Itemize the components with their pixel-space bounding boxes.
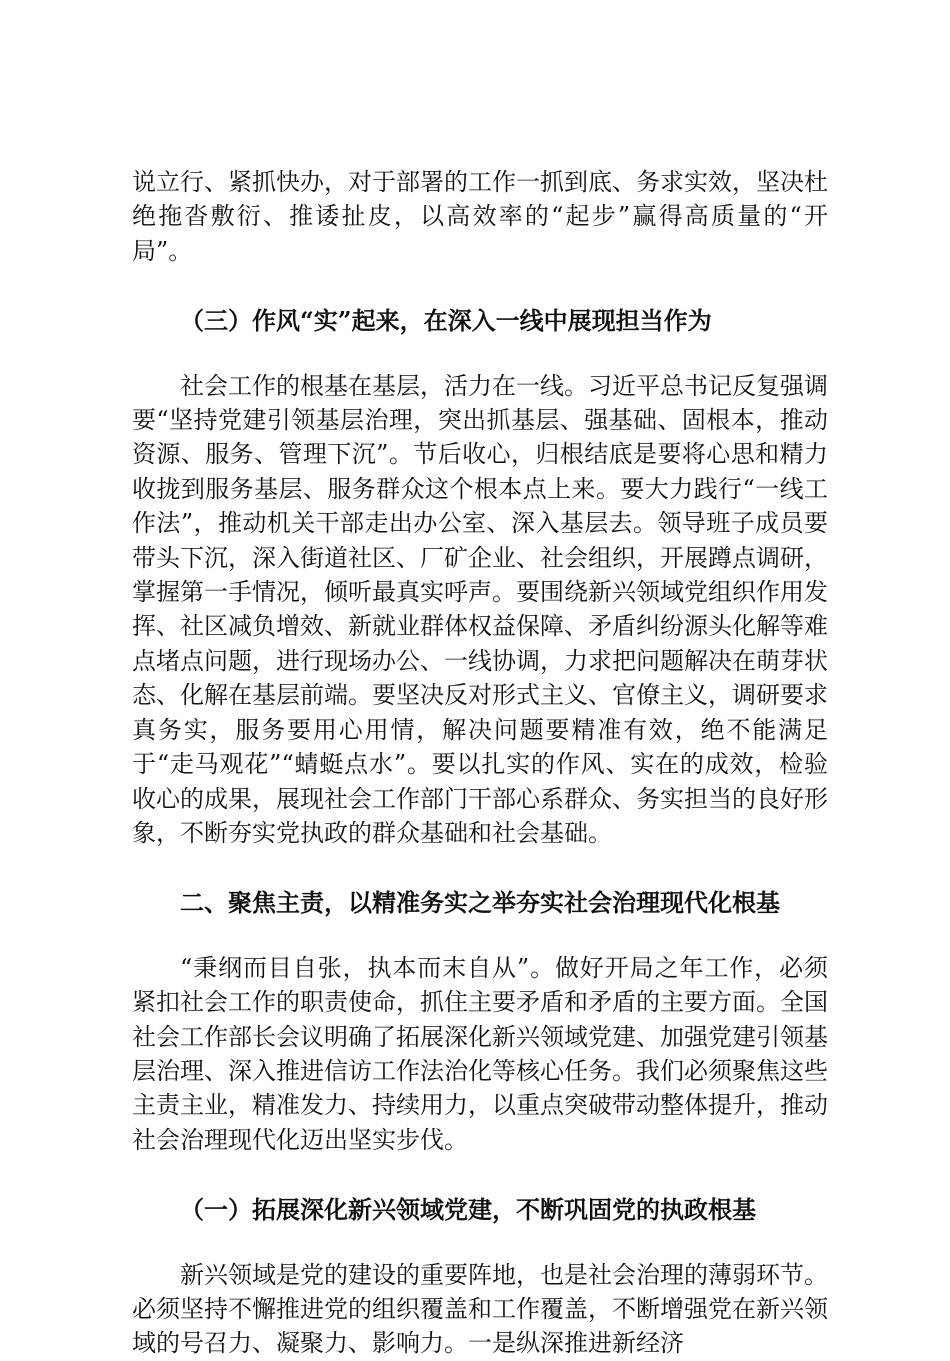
paragraph-main-duties: “秉纲而目自张，执本而末自从”。做好开局之年工作，必须紧扣社会工作的职责使命，抓住主要矛盾和矛盾的主要方面。全国社会工作部长会议明确了拓展深化新兴领域党建、加强党建引领基层治理、深入推进信访工作法治化等核心任务。我们必须聚焦这些主责主业，精准发力、持续用力，以重点突破带动整体提升，推动社会治理现代化迈出坚实步伐。 [132,953,828,1154]
section-heading-3: （三）作风“实”起来，在深入一线中展现担当作为 [180,306,712,336]
paragraph-continuation: 说立行、紧抓快办，对于部署的工作一抓到底、务求实效，坚决杜绝拖沓敷衍、推诿扯皮，以高效率的“起步”赢得高质量的“开局”。 [132,168,828,265]
document-page [132,165,828,1361]
chapter-heading-2: 二、聚焦主责，以精准务实之举夯实社会治理现代化根基 [180,888,780,918]
paragraph-frontline: 社会工作的根基在基层，活力在一线。习近平总书记反复强调要“坚持党建引领基层治理，突出抓基层、强基础、固根本，推动资源、服务、管理下沉”。节后收心，归根结底是要将心思和精力收拢到服务基层、服务群众这个根本点上来。要大力践行“一线工作法”，推动机关干部走出办公室、深入基层去。领导班子成员要带头下沉，深入街道社区、厂矿企业、社会组织，开展蹲点调研，掌握第一手情况，倾听最真实呼声。要围绕新兴领域党组织作用发挥、社区减负增效、新就业群体权益保障、矛盾纠纷源头化解等难点堵点问题，进行现场办公、一线协调，力求把问题解决在萌芽状态、化解在基层前端。要坚决反对形式主义、官僚主义，调研要求真务实，服务要用心用情，解决问题要精准有效，绝不能满足于“走马观花”“蜻蜓点水”。要以扎实的作风、实在的成效，检验收心的成果，展现社会工作部门干部心系群众、务实担当的良好形象，不断夯实党执政的群众基础和社会基础。 [132,371,828,847]
paragraph-new-fields: 新兴领域是党的建设的重要阵地，也是社会治理的薄弱环节。必须坚持不懈推进党的组织覆盖和工作覆盖，不断增强党在新兴领域的号召力、凝聚力、影响力。一是纵深推进新经济 [132,1260,828,1358]
section-heading-1: （一）拓展深化新兴领域党建，不断巩固党的执政根基 [180,1195,756,1225]
